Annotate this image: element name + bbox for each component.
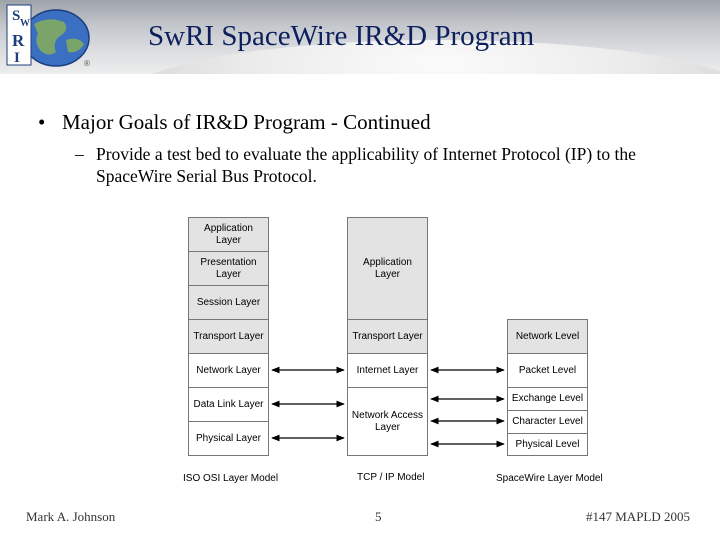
osi-application-layer: Application Layer — [188, 217, 269, 252]
osi-physical-layer: Physical Layer — [188, 421, 269, 456]
bullet-sub-text: Provide a test bed to evaluate the applicability of Internet Protocol (IP) to the SpaceWire Serial Bus Protocol. — [96, 144, 636, 186]
logo-letter-s: S — [12, 8, 21, 24]
osi-data-link-layer: Data Link Layer — [188, 387, 269, 422]
footer-page-number: 5 — [375, 509, 382, 524]
spacewire-character-level: Character Level — [507, 410, 588, 434]
slide-title: SwRI SpaceWire IR&D Program — [148, 20, 535, 52]
spacewire-physical-level: Physical Level — [507, 433, 588, 456]
osi-model-caption: ISO OSI Layer Model — [183, 473, 279, 484]
spacewire-packet-level: Packet Level — [507, 353, 588, 388]
dash-icon: – — [75, 144, 84, 164]
bullet-main-text: Major Goals of IR&D Program - Continued — [62, 110, 431, 134]
spacewire-exchange-level: Exchange Level — [507, 387, 588, 411]
tcpip-model-caption: TCP / IP Model — [357, 472, 425, 483]
tcpip-application-layer: Application Layer — [347, 217, 428, 320]
footer-author: Mark A. Johnson — [26, 509, 116, 524]
tcpip-internet-layer: Internet Layer — [347, 353, 428, 388]
spacewire-model-caption: SpaceWire Layer Model — [496, 473, 603, 484]
logo-letter-i: I — [14, 50, 20, 66]
osi-session-layer: Session Layer — [188, 285, 269, 320]
logo-registered-mark: ® — [84, 59, 90, 68]
footer-event: #147 MAPLD 2005 — [586, 509, 691, 524]
logo-letter-r: R — [12, 31, 25, 50]
osi-network-layer: Network Layer — [188, 353, 269, 388]
spacewire-network-level: Network Level — [507, 319, 588, 354]
osi-presentation-layer: Presentation Layer — [188, 251, 269, 286]
osi-transport-layer: Transport Layer — [188, 319, 269, 354]
bullet-dot-icon: • — [38, 110, 46, 134]
tcpip-network-access-layer: Network Access Layer — [347, 387, 428, 456]
tcpip-transport-layer: Transport Layer — [347, 319, 428, 354]
logo-letter-w: W — [20, 18, 30, 29]
